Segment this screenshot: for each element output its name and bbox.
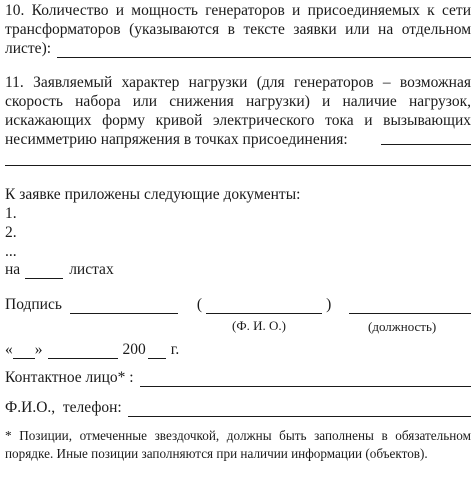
attachment-item-1: 1.: [5, 205, 17, 222]
item-10-answer-field[interactable]: [57, 43, 471, 58]
date-quote-close: »: [34, 341, 43, 358]
signature-label: Подпись: [5, 296, 62, 313]
attachments-heading: К заявке приложены следующие документы:: [5, 186, 301, 203]
item-10-paragraph: [5, 1, 471, 39]
contact-row: [5, 367, 471, 387]
contact-field[interactable]: [140, 372, 471, 387]
date-month-field[interactable]: [48, 344, 118, 359]
item-11-answer-field[interactable]: [381, 144, 471, 145]
attachment-item-3: ...: [5, 243, 17, 260]
sheets-row: [5, 259, 471, 279]
contact-label: Контактное лицо* :: [5, 369, 134, 386]
position-caption: (должность): [368, 319, 437, 334]
signature-field[interactable]: [70, 299, 178, 314]
date-row: [5, 339, 471, 359]
signature-row: [5, 294, 471, 314]
date-day-field[interactable]: [13, 344, 35, 359]
sheets-suffix: листах: [69, 261, 114, 278]
date-year-field[interactable]: [148, 344, 166, 359]
date-year-suffix: г.: [170, 341, 180, 358]
item-10-line-3: листе):: [5, 40, 52, 57]
sheets-count-field[interactable]: [25, 264, 63, 279]
fio-caption: (Ф. И. О.): [232, 318, 286, 333]
fio-close-paren: ): [326, 296, 332, 313]
item-11-text: 11. Заявляемый характер нагрузки (для генераторов – возможная скорость набора или снижения нагрузки) и наличие нагрузок, искажающих форму кривой электрического тока и вызывающих несимметрию напряжения в точках присоединения:: [5, 74, 471, 148]
footnote: * Позиции, отмеченные звездочкой, должны быть заполнены в обязательном порядке. Иные позиции заполняются при наличии информации (объектов).: [5, 428, 471, 461]
attachment-item-2: 2.: [5, 224, 17, 241]
date-year-prefix: 200: [122, 341, 146, 358]
attachments-block: [5, 185, 471, 261]
item-11-answer-line-2[interactable]: [5, 165, 471, 166]
item-10-line-1: 10. Количество и мощность генераторов и присоединяемых к сети: [5, 2, 471, 19]
item-11-text-wrap: [5, 73, 471, 149]
fio-phone-field[interactable]: [128, 402, 471, 417]
sheets-prefix: на: [5, 261, 21, 278]
date-quote-open: «: [5, 341, 13, 358]
item-10-line-2: трансформаторов (указываются в тексте заявки или на отдельном: [5, 21, 471, 38]
fio-phone-label: Ф.И.О., телефон:: [5, 399, 122, 416]
fio-open-paren: (: [196, 296, 203, 313]
signature-fio-field[interactable]: [206, 299, 322, 314]
item-10-answer-row: [5, 38, 471, 58]
signature-position-field[interactable]: [349, 299, 471, 314]
fio-phone-row: [5, 397, 471, 417]
